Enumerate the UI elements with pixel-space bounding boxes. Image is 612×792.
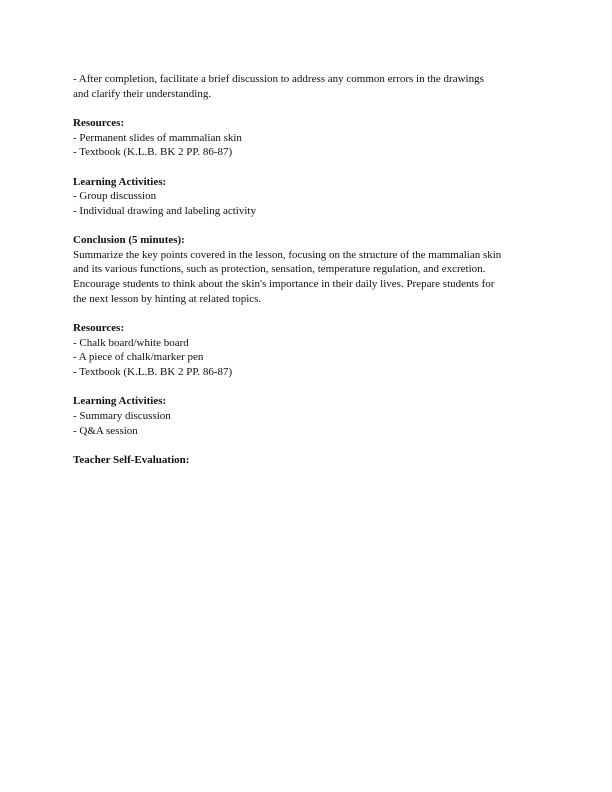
list-item: - Textbook (K.L.B. BK 2 PP. 86-87): [73, 146, 233, 159]
list-item: - Q&A session: [73, 424, 138, 437]
resources-section-1: [73, 116, 553, 160]
list-item: - Textbook (K.L.B. BK 2 PP. 86-87): [73, 366, 233, 379]
section-heading: Learning Activities:: [73, 395, 167, 408]
section-heading: Resources:: [73, 116, 125, 129]
list-item: - Group discussion: [73, 190, 157, 203]
list-item: - Chalk board/white board: [73, 336, 189, 349]
text-line: - After completion, facilitate a brief discussion to address any common errors in the drawings: [73, 73, 484, 85]
list-item: - Individual drawing and labeling activity: [73, 204, 256, 217]
text-line: Encourage students to think about the skin's importance in their daily lives. Prepare students for: [73, 278, 495, 291]
list-item: - Permanent slides of mammalian skin: [73, 131, 242, 144]
text-line: and its various functions, such as protection, sensation, temperature regulation, and excretion.: [73, 263, 486, 276]
section-heading: Learning Activities:: [73, 175, 167, 188]
resources-section-2: [73, 321, 553, 380]
intro-paragraph: [73, 72, 553, 101]
text-line: and clarify their understanding.: [73, 87, 212, 100]
list-item: - A piece of chalk/marker pen: [73, 351, 204, 364]
section-heading: Resources:: [73, 322, 125, 335]
section-heading: Teacher Self-Evaluation:: [73, 453, 190, 466]
learning-activities-section-1: [73, 175, 553, 219]
text-line: the next lesson by hinting at related topics.: [73, 292, 262, 305]
learning-activities-section-2: [73, 394, 553, 438]
text-line: Summarize the key points covered in the lesson, focusing on the structure of the mammalian skin: [73, 248, 502, 261]
conclusion-section: [73, 233, 553, 306]
list-item: - Summary discussion: [73, 410, 171, 423]
section-heading: Conclusion (5 minutes):: [73, 234, 185, 247]
document-page: [73, 72, 553, 482]
self-evaluation-section: [73, 453, 553, 468]
